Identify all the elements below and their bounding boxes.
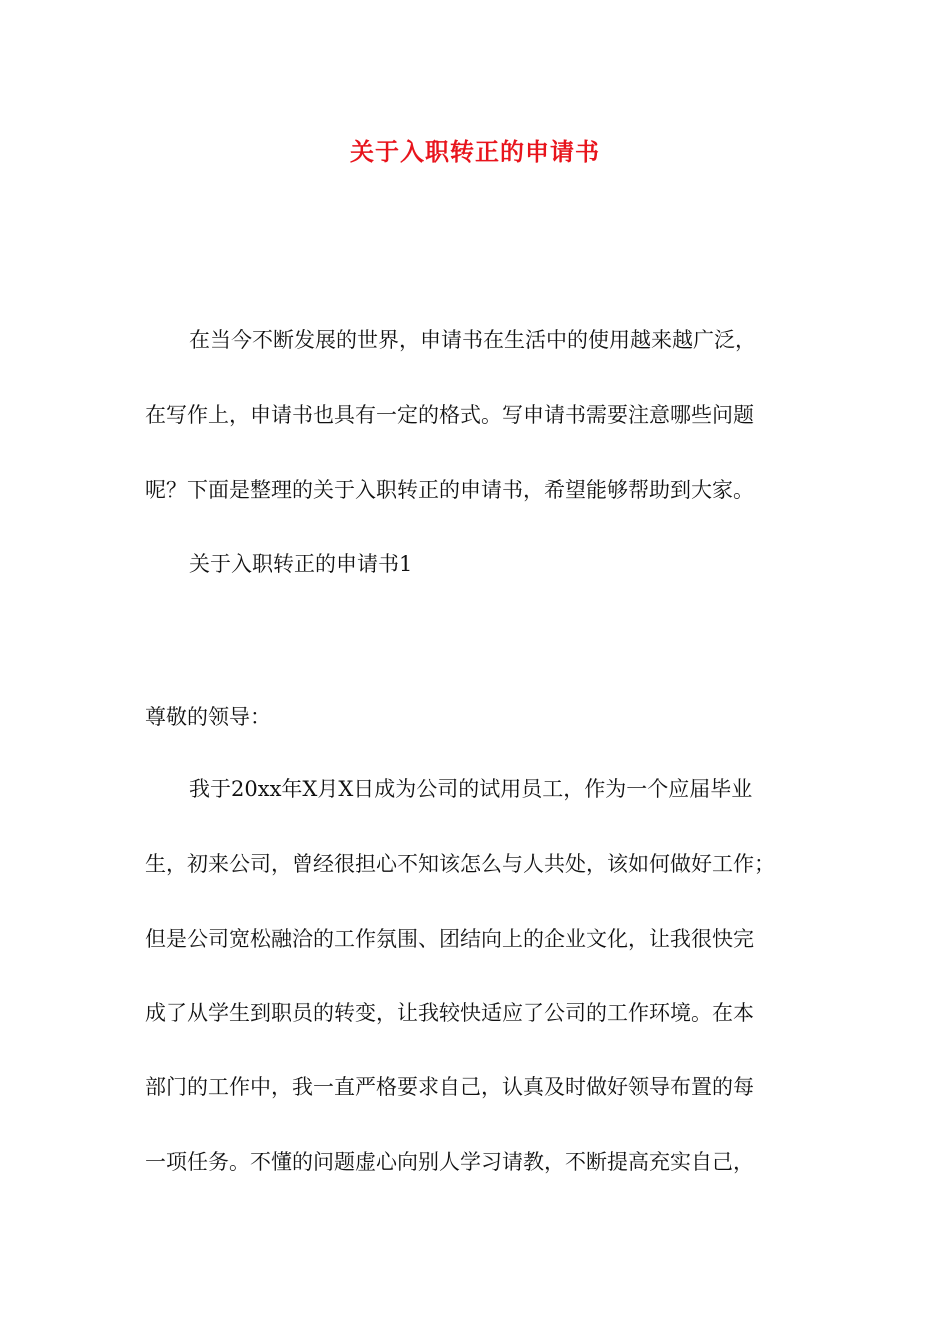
body-line-letter-2: 生，初来公司，曾经很担心不知该怎么与人共处，该如何做好工作； xyxy=(145,852,775,876)
body-line-letter-1: 我于20xx年X月X日成为公司的试用员工，作为一个应届毕业 xyxy=(189,777,753,801)
document-title: 关于入职转正的申请书 xyxy=(350,137,600,166)
body-line-letter-4: 成了从学生到职员的转变，让我较快适应了公司的工作环境。在本 xyxy=(145,1001,754,1025)
salutation: 尊敬的领导： xyxy=(145,705,271,729)
body-line-intro-3: 呢？下面是整理的关于入职转正的申请书，希望能够帮助到大家。 xyxy=(145,478,754,502)
body-line-letter-3: 但是公司宽松融洽的工作氛围、团结向上的企业文化，让我很快完 xyxy=(145,927,754,951)
body-line-intro-2: 在写作上，申请书也具有一定的格式。写申请书需要注意哪些问题 xyxy=(145,403,754,427)
body-line-letter-5: 部门的工作中，我一直严格要求自己，认真及时做好领导布置的每 xyxy=(145,1075,754,1099)
body-line-intro-1: 在当今不断发展的世界，申请书在生活中的使用越来越广泛， xyxy=(189,328,756,352)
body-line-letter-6: 一项任务。不懂的问题虚心向别人学习请教，不断提高充实自己， xyxy=(145,1150,754,1174)
section-heading: 关于入职转正的申请书1 xyxy=(189,552,413,576)
